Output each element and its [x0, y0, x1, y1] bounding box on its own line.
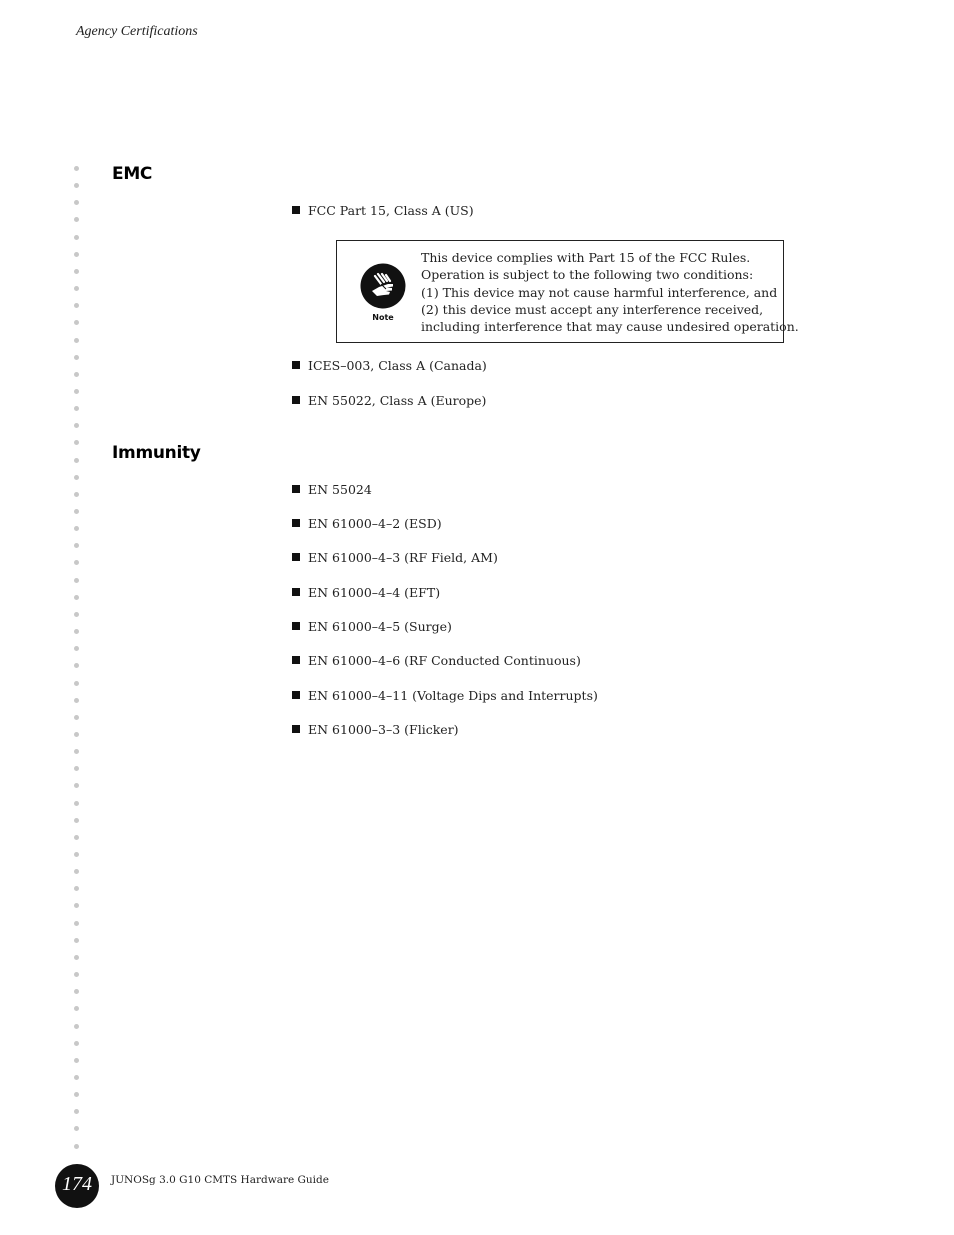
list-item-text: EN 61000–4–3 (RF Field, AM) [308, 550, 498, 565]
margin-dot [74, 1075, 79, 1080]
list-item [292, 550, 498, 565]
list-item [292, 585, 440, 600]
margin-dot [74, 1006, 79, 1011]
margin-dot [74, 886, 79, 891]
bullet-square-icon [292, 691, 300, 699]
margin-dot [74, 1058, 79, 1063]
list-item-text: FCC Part 15, Class A (US) [308, 203, 474, 218]
margin-dot [74, 989, 79, 994]
list-item-text: ICES–003, Class A (Canada) [308, 358, 487, 373]
margin-dot [74, 955, 79, 960]
margin-dot [74, 595, 79, 600]
margin-dot [74, 217, 79, 222]
note-line: (1) This device may not cause harmful interference, and [421, 284, 778, 300]
margin-dot [74, 732, 79, 737]
list-item [292, 358, 487, 373]
note-line: including interference that may cause undesired operation. [421, 319, 799, 335]
list-item-text: EN 55022, Class A (Europe) [308, 393, 487, 408]
margin-dot [74, 698, 79, 703]
margin-dot [74, 869, 79, 874]
note-hand-icon [359, 262, 407, 312]
margin-dot [74, 543, 79, 548]
bullet-square-icon [292, 588, 300, 596]
margin-dot [74, 440, 79, 445]
bullet-square-icon [292, 725, 300, 733]
margin-dot [74, 1109, 79, 1114]
margin-dot [74, 526, 79, 531]
margin-dot [74, 783, 79, 788]
margin-dot [74, 938, 79, 943]
bullet-square-icon [292, 656, 300, 664]
note-text [421, 249, 799, 335]
list-item [292, 722, 459, 737]
list-item [292, 653, 581, 668]
page-number-badge [55, 1164, 99, 1208]
list-item [292, 619, 452, 634]
note-line: (2) this device must accept any interference received, [421, 301, 764, 317]
list-item-text: EN 61000–4–4 (EFT) [308, 585, 441, 600]
margin-dot [74, 835, 79, 840]
margin-dot [74, 972, 79, 977]
bullet-square-icon [292, 553, 300, 561]
margin-dot [74, 749, 79, 754]
margin-dot [74, 389, 79, 394]
list-item-text: EN 55024 [308, 482, 372, 497]
margin-dot [74, 1092, 79, 1097]
page-number: 174 [62, 1173, 92, 1195]
margin-dot [74, 372, 79, 377]
bullet-square-icon [292, 519, 300, 527]
margin-dot [74, 338, 79, 343]
margin-dot [74, 355, 79, 360]
margin-dot [74, 612, 79, 617]
margin-dot [74, 492, 79, 497]
list-item [292, 203, 474, 218]
margin-dot [74, 320, 79, 325]
note-line: This device complies with Part 15 of the FCC Rules. [421, 250, 751, 265]
margin-dot [74, 715, 79, 720]
list-item-text: EN 61000–4–2 (ESD) [308, 516, 442, 531]
margin-dot [74, 406, 79, 411]
bullet-square-icon [292, 361, 300, 369]
section-heading-immunity: Immunity [112, 443, 201, 463]
margin-dot [74, 663, 79, 668]
margin-dot [74, 475, 79, 480]
margin-dot [74, 578, 79, 583]
note-box [336, 240, 799, 343]
margin-dot [74, 903, 79, 908]
running-head: Agency Certifications [76, 24, 198, 39]
margin-dot [74, 681, 79, 686]
list-item [292, 393, 486, 408]
list-item [292, 482, 372, 497]
margin-dot [74, 1024, 79, 1029]
bullet-square-icon [292, 622, 300, 630]
note-label: Note [372, 313, 394, 322]
margin-dot [74, 646, 79, 651]
bullet-square-icon [292, 206, 300, 214]
margin-dot [74, 200, 79, 205]
margin-dot [74, 509, 79, 514]
margin-dot [74, 235, 79, 240]
margin-dot [74, 1144, 79, 1149]
margin-dot [74, 303, 79, 308]
margin-dot [74, 252, 79, 257]
margin-dot [74, 629, 79, 634]
margin-dot [74, 286, 79, 291]
list-item-text: EN 61000–4–11 (Voltage Dips and Interrupts) [308, 688, 598, 703]
section-heading-emc: EMC [112, 164, 153, 184]
margin-dot [74, 852, 79, 857]
bullet-square-icon [292, 485, 300, 493]
margin-dot [74, 801, 79, 806]
note-icon [359, 262, 407, 324]
margin-dot [74, 423, 79, 428]
list-item-text: EN 61000–4–5 (Surge) [308, 619, 452, 634]
footer-guide-title: JUNOSg 3.0 G10 CMTS Hardware Guide [111, 1174, 329, 1186]
margin-dot [74, 766, 79, 771]
note-line: Operation is subject to the following two conditions: [421, 267, 754, 283]
margin-dot [74, 921, 79, 926]
list-item-text: EN 61000–3–3 (Flicker) [308, 722, 459, 737]
margin-dot [74, 560, 79, 565]
list-item [292, 516, 442, 531]
bullet-square-icon [292, 396, 300, 404]
margin-dot [74, 183, 79, 188]
margin-dot [74, 1126, 79, 1131]
margin-dot [74, 166, 79, 171]
margin-dot [74, 1041, 79, 1046]
list-item-text: EN 61000–4–6 (RF Conducted Continuous) [308, 653, 581, 668]
margin-dot [74, 818, 79, 823]
margin-dot [74, 458, 79, 463]
margin-dot [74, 269, 79, 274]
list-item [292, 688, 598, 703]
